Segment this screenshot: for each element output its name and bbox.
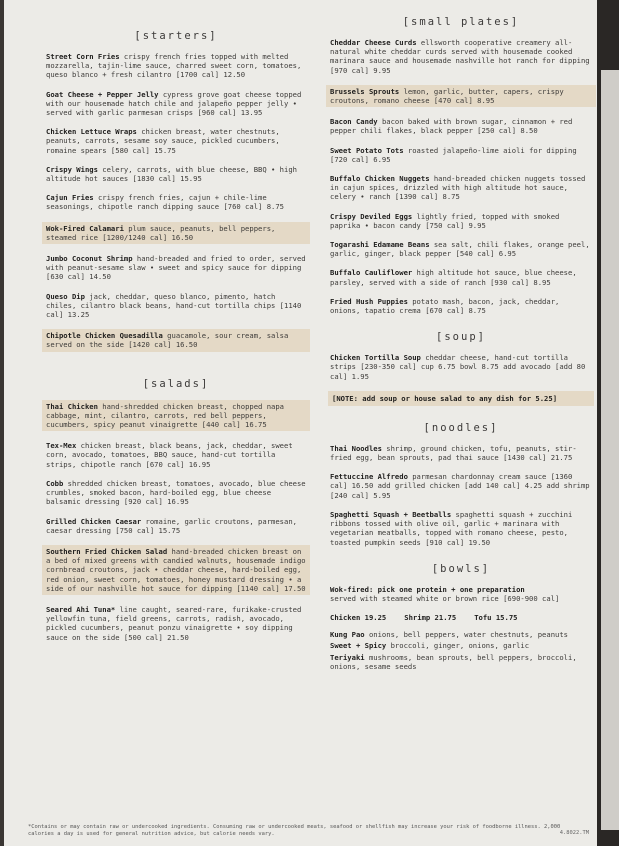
menu-item: Cobb shredded chicken breast, tomatoes, avocado, blue cheese crumbles, smoked bacon, hard-boiled egg, blue cheese balsamic dressing [920 cal] 16.95	[46, 478, 306, 507]
footer-code: 4.8022.TM	[559, 830, 589, 836]
menu-item: Cheddar Cheese Curds ellsworth cooperative creamery all-natural white cheddar curds served with housemade cooked marinara sauce and housemade nashville hot ranch for dipping [970 cal] 9.95	[330, 38, 590, 75]
bowls-intro: Wok-fired: pick one protein + one preparation served with steamed white or brown rice [690-900 cal]	[330, 584, 560, 603]
menu-item: Cajun Fries crispy french fries, cajun + chile-lime seasonings, chipotle ranch dipping sauce [760 cal] 8.75	[46, 193, 284, 212]
price-shrimp: Shrimp 21.75	[404, 613, 457, 623]
menu-item: Crispy Wings celery, carrots, with blue cheese, BBQ • high altitude hot sauces [1830 cal] 15.95	[46, 164, 297, 184]
menu-item: Sweet + Spicy broccoli, ginger, onions, garlic	[330, 641, 530, 651]
price-chicken: Chicken 19.25	[330, 613, 387, 623]
menu-item: Thai Noodles shrimp, ground chicken, tofu, peanuts, stir-fried egg, bean sprouts, pad thai sauce [1430 cal] 21.75	[330, 443, 577, 463]
menu-item: Sweet Potato Tots roasted jalapeño-lime aioli for dipping [720 cal] 6.95	[330, 145, 577, 164]
menu-item: Street Corn Fries crispy french fries topped with melted mozzarella, tajin-lime sauce, charred sweet corn, tomatoes, queso blanco + fresh cilantro [1700 cal] 12.50	[46, 52, 302, 80]
footer-disclaimer: *Contains or may contain raw or undercooked ingredients. Consuming raw or undercooked meats, seafood or shellfish may increase your risk of foodborne illness. 2,000 calories a day is used for general nutrition advice, but calorie needs vary.	[28, 824, 561, 837]
bowls-price-row	[330, 613, 592, 622]
section-header-soup: [soup]	[436, 331, 486, 344]
price-tofu: Tofu 15.75	[474, 613, 518, 623]
menu-item: Goat Cheese + Pepper Jelly cypress grove goat cheese topped with our housemade hatch chile and jalapeño pepper jelly • served with garlic parmesan crisps [960 cal] 13.95	[46, 89, 302, 118]
soup-note: [NOTE: add soup or house salad to any dish for 5.25]	[328, 391, 594, 406]
menu-page	[4, 0, 597, 846]
menu-item: Teriyaki mushrooms, bean sprouts, bell peppers, broccoli, onions, sesame seeds	[330, 652, 577, 671]
menu-item: Bacon Candy bacon baked with brown sugar, cinnamon + red pepper chili flakes, black pepper [250 cal] 8.50	[330, 117, 573, 136]
section-header-bowls: [bowls]	[431, 562, 491, 575]
menu-item: Crispy Deviled Eggs lightly fried, topped with smoked paprika • bacon candy [750 cal] 9.95	[330, 211, 560, 230]
menu-item: Buffalo Chicken Nuggets hand-breaded chicken nuggets tossed in cajun spices, drizzled with high altitude hot sauce, celery • ranch [1390 cal] 8.75	[330, 174, 586, 202]
menu-item: Seared Ahi Tuna* line caught, seared-rare, furikake-crusted yellowfin tuna, field greens, carrots, radish, avocado, pickled cucumbers, peanut ponzu vinaigrette • soy dipping sauce on the side [500 cal] 21.50	[46, 604, 302, 642]
menu-item: Togarashi Edamame Beans sea salt, chili flakes, orange peel, garlic, ginger, black pepper [540 cal] 6.95	[330, 240, 590, 259]
menu-item-highlighted: Thai Chicken hand-shredded chicken breast, chopped napa cabbage, mint, cilantro, carrots, red bell peppers, cucumbers, spicy peanut vinaigrette [440 cal] 16.75	[42, 400, 310, 432]
section-header-salads: [salads]	[142, 377, 210, 390]
menu-item-highlighted: Brussels Sprouts lemon, garlic, butter, capers, crispy croutons, romano cheese [470 cal] 8.95	[326, 85, 596, 107]
left-column	[46, 14, 306, 652]
menu-item: Spaghetti Squash + Beetballs spaghetti squash + zucchini ribbons tossed with olive oil, garlic + marinara with vegetarian meatballs, topped with romano cheese, pesto, toasted pumpkin seeds [910 cal] 19.50	[330, 509, 573, 547]
adjacent-page-edge	[601, 70, 619, 830]
section-header-starters: [starters]	[134, 30, 218, 42]
section-header-small-plates: [small plates]	[402, 16, 520, 28]
menu-item: Chicken Tortilla Soup cheddar cheese, hand-cut tortilla strips [230-350 cal] cup 6.75 bowl 8.75 add avocado [add 80 cal] 1.95	[330, 353, 586, 381]
menu-item: Chicken Lettuce Wraps chicken breast, water chestnuts, peanuts, carrots, sesame soy sauce, pickled cucumbers, romaine spears [580 cal] 15.75	[46, 127, 280, 155]
menu-item: Buffalo Cauliflower high altitude hot sauce, blue cheese, parsley, served with a side of ranch [930 cal] 8.95	[330, 268, 577, 287]
menu-item-highlighted: Southern Fried Chicken Salad hand-breaded chicken breast on a bed of mixed greens with candied walnuts, housemade indigo cornbread croutons, jack • cheddar cheese, hard-boiled egg, red onion, sweet corn, tomatoes, honey mustard dressing • a side of our nashville hot sauce for dipping [1140 cal] 17.50	[42, 545, 310, 595]
right-column	[330, 14, 592, 681]
menu-item-highlighted: Chipotle Chicken Quesadilla guacamole, sour cream, salsa served on the side [1420 cal] 16.50	[42, 329, 310, 351]
menu-item: Queso Dip jack, cheddar, queso blanco, pimento, hatch chiles, cilantro black beans, hand-cut tortilla chips [1140 cal] 13.25	[46, 291, 302, 320]
menu-item: Grilled Chicken Caesar romaine, garlic croutons, parmesan, caesar dressing [750 cal] 15.75	[46, 516, 297, 535]
menu-item-highlighted: Wok-Fired Calamari plum sauce, peanuts, bell peppers, steamed rice [1200/1240 cal] 16.50	[42, 222, 310, 244]
menu-item: Kung Pao onions, bell peppers, water chestnuts, peanuts	[330, 630, 569, 640]
menu-item: Fried Hush Puppies potato mash, bacon, jack, cheddar, onions, tapatio crema [670 cal] 8.75	[330, 296, 560, 316]
menu-item: Jumbo Coconut Shrimp hand-breaded and fried to order, served with peanut-sesame slaw • sweet and spicy sauce for dipping [630 cal] 14.50	[46, 254, 306, 282]
section-header-noodles: [noodles]	[423, 421, 499, 434]
menu-item: Tex-Mex chicken breast, black beans, jack, cheddar, sweet corn, avocado, tomatoes, BBQ sauce, hand-cut tortilla strips, chipotle ranch [670 cal] 16.95	[46, 441, 293, 469]
menu-item: Fettuccine Alfredo parmesan chardonnay cream sauce [1360 cal] 16.50 add grilled chicken [add 140 cal] 4.25 add shrimp [240 cal] 5.95	[330, 472, 590, 500]
